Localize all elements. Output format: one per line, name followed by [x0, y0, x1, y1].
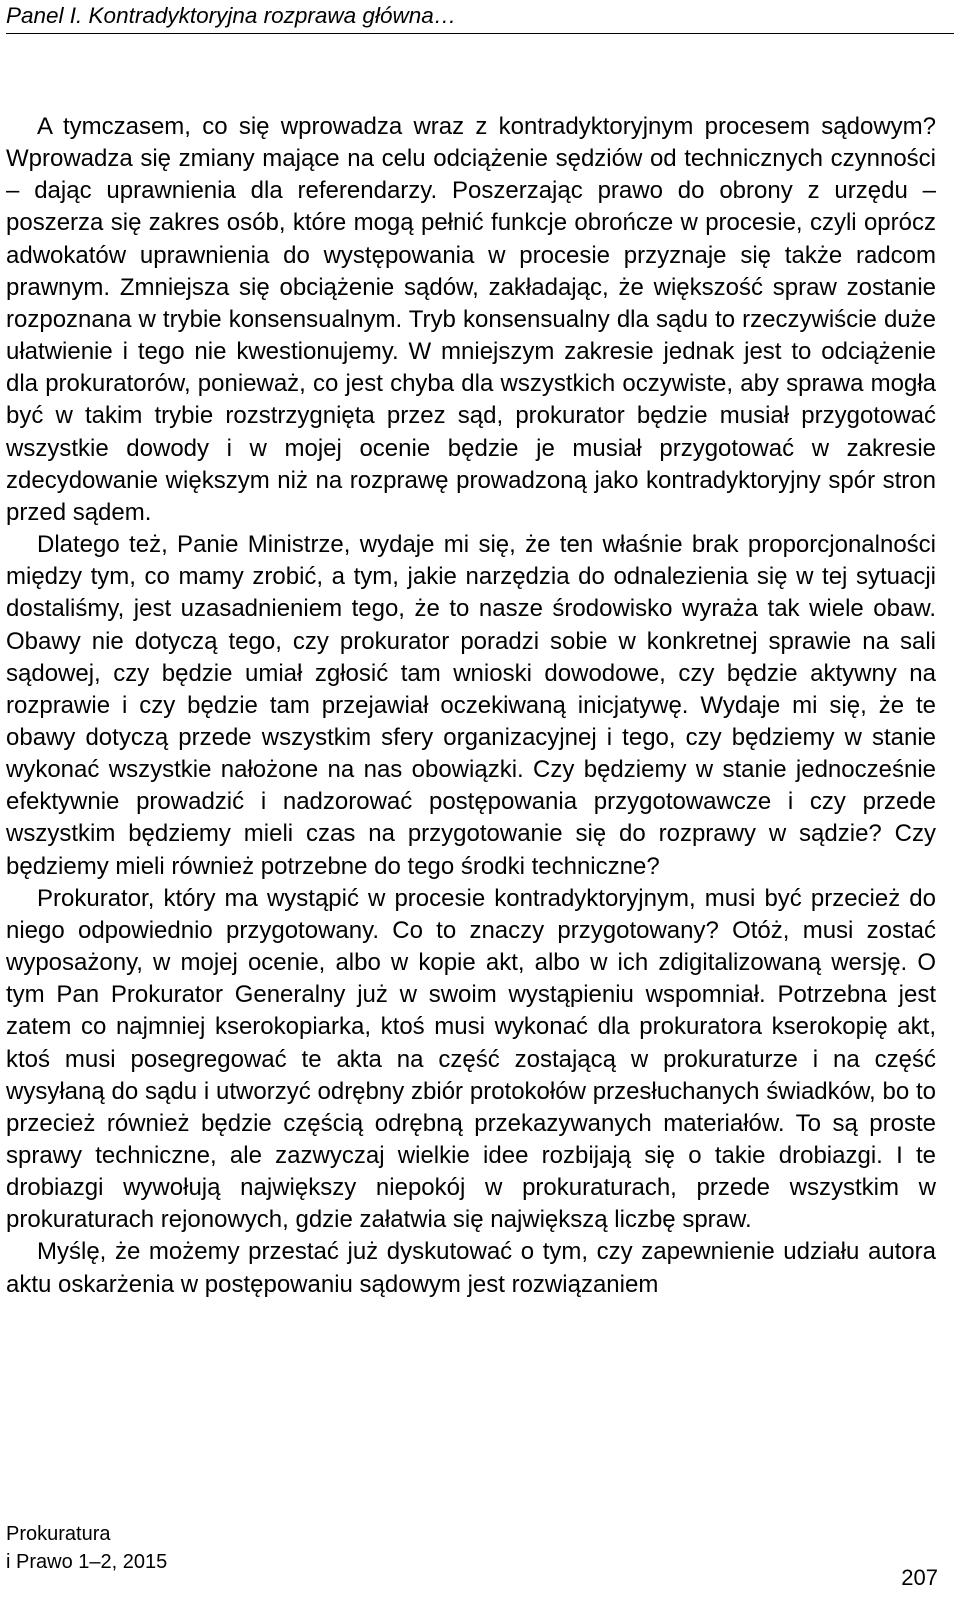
running-header [6, 2, 954, 34]
journal-issue: i Prawo 1–2, 2015 [6, 1551, 168, 1573]
body-text [6, 111, 936, 1301]
journal-name: Prokuratura [6, 1523, 111, 1545]
paragraph: A tymczasem, co się wprowadza wraz z kontradyktoryjnym procesem sądowym? Wprowadza się zmiany mające na celu odciążenie sędziów od technicznych czynności – dając uprawnienia dla referendarzy. Poszerzając prawo do obrony z urzędu – poszerza się zakres osób, które mogą pełnić funkcje obrończe w procesie, czyli oprócz adwokatów uprawnienia do występowania w procesie przyznaje się także radcom prawnym. Zmniejsza się obciążenie sądów, zakładając, że większość spraw zostanie rozpoznana w trybie konsensualnym. Tryb konsensualny dla sądu to rzeczywiście duże ułatwienie i tego nie kwestionujemy. W mniejszym zakresie jednak jest to odciążenie dla prokuratorów, ponieważ, co jest chyba dla wszystkich oczywiste, aby sprawa mogła być w takim trybie rozstrzygnięta przez sąd, prokurator będzie musiał przygotować wszystkie dowody i w mojej ocenie będzie je musiał przygotować w zakresie zdecydowanie większym niż na rozprawę prowadzoną jako kontradyktoryjny spór stron przed sądem. [6, 113, 936, 526]
page-number: 207 [901, 1565, 938, 1590]
paragraph: Prokurator, który ma wystąpić w procesie kontradyktoryjnym, musi być przecież do niego odpowiednio przygotowany. Co to znaczy przygotowany? Otóż, musi zostać wyposażony, w mojej ocenie, albo w kopie akt, albo w ich zdigitalizowaną wersję. O tym Pan Prokurator Generalny już w swoim wystąpieniu wspomniał. Potrzebna jest zatem co najmniej kserokopiarka, ktoś musi wykonać dla prokuratora kserokopię akt, ktoś musi posegregować te akta na część zostającą w prokuraturze i na część wysyłaną do sądu i utworzyć odrębny zbiór protokołów przesłuchanych świadków, bo to przecież również będzie częścią odrębną przekazywanych materiałów. To są proste sprawy techniczne, ale zazwyczaj wielkie idee rozbijają się o takie drobiazgi. I te drobiazgi wywołują największy niepokój w prokuraturach, przede wszystkim w prokuraturach rejonowych, gdzie załatwia się największą liczbę spraw. [6, 884, 936, 1234]
running-title: Panel I. Kontradyktoryjna rozprawa główna… [6, 3, 457, 28]
footer-journal [6, 1520, 167, 1576]
paragraph: Dlatego też, Panie Ministrze, wydaje mi się, że ten właśnie brak proporcjonalności między tym, co mamy zrobić, a tym, jakie narzędzia do odnalezienia się w tej sytuacji dostaliśmy, jest uzasadnieniem tego, że to nasze środowisko wyraża tak wiele obaw. Obawy nie dotyczą tego, czy prokurator poradzi sobie w konkretnej sprawie na sali sądowej, czy będzie umiał zgłosić tam wnioski dowodowe, czy będzie aktywny na rozprawie i czy będzie tam przejawiał oczekiwaną inicjatywę. Wydaje mi się, że te obawy dotyczą przede wszystkim sfery organizacyjnej i tego, czy będziemy w stanie wykonać wszystkie nałożone na nas obowiązki. Czy będziemy w stanie jednocześnie efektywnie prowadzić i nadzorować postępowania przygotowawcze i czy przede wszystkim będziemy mieli czas na przygotowanie się do rozprawy w sądzie? Czy będziemy mieli również potrzebne do tego środki techniczne? [6, 531, 936, 880]
paragraph: Myślę, że możemy przestać już dyskutować o tym, czy zapewnienie udziału autora aktu oskarżenia w postępowaniu sądowym jest rozwiązaniem [6, 1238, 936, 1298]
